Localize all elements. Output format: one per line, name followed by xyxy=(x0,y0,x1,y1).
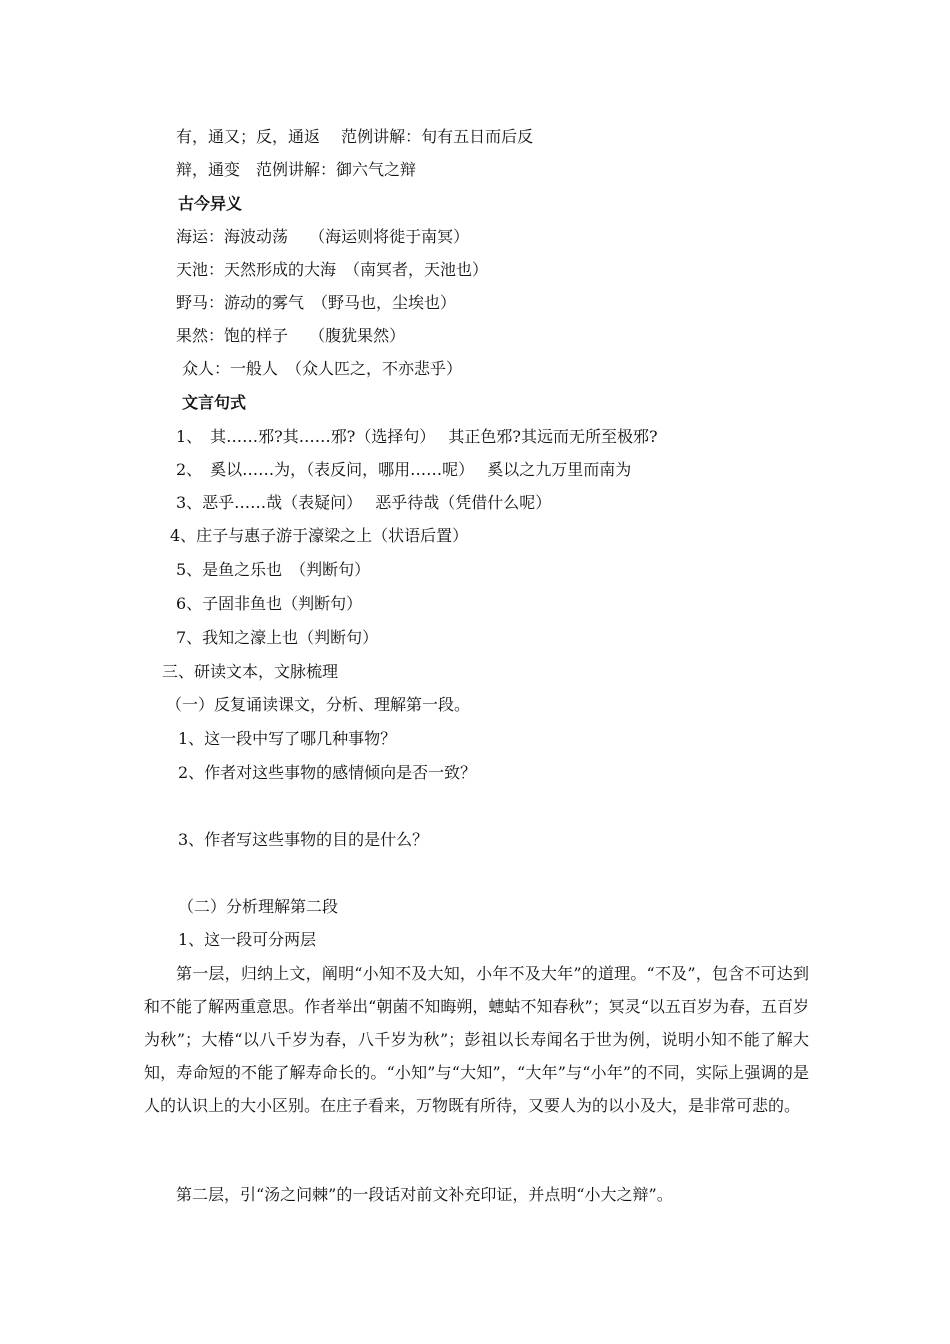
part-1-question-1: 1、这一段中写了哪几种事物？ xyxy=(178,729,397,748)
wenyan-item-1: 1、 其……邪?其……邪?（选择句） 其正色邪?其远而无所至极邪? xyxy=(176,427,658,446)
gujin-item-3: 野马：游动的雾气 （野马也，尘埃也） xyxy=(176,293,457,312)
part-1-title: （一）反复诵读课文，分析、理解第一段。 xyxy=(166,695,471,714)
gujin-item-1: 海运：海波动荡 （海运则将徙于南冥） xyxy=(176,227,470,246)
gujin-item-2: 天池：天然形成的大海 （南冥者，天池也） xyxy=(176,260,489,279)
wenyan-heading: 文言句式 xyxy=(182,393,247,412)
part-2-paragraph-1: 第一层，归纳上文，阐明“小知不及大知，小年不及大年”的道理。“不及”，包含不可达到和不能了解两重意思。作者举出“朝菌不知晦朔，蟪蛄不知春秋”；冥灵“以五百岁为春，五百岁为秋”；大椿“以八千岁为春，八千岁为秋”；彭祖以长寿闻名于世为例，说明小知不能了解大知，寿命短的不能了解寿命长的。“小知”与“大知”，“大年”与“小年”的不同，实际上强调的是人的认识上的大小区别。在庄子看来，万物既有所待，又要人为的以小及大，是非常可悲的。 xyxy=(144,964,809,1115)
part-1-question-3: 3、作者写这些事物的目的是什么？ xyxy=(178,830,429,849)
wenyan-item-4: 4、庄子与惠子游于濠梁之上（状语后置） xyxy=(170,526,469,545)
gujin-heading: 古今异义 xyxy=(178,194,243,213)
gujin-item-4: 果然：饱的样子 （腹犹果然） xyxy=(176,326,406,345)
wenyan-item-7: 7、我知之濠上也（判断句） xyxy=(176,628,379,647)
wenyan-item-3: 3、恶乎……哉（表疑问） 恶乎待哉（凭借什么呢） xyxy=(176,493,552,512)
wenyan-item-5: 5、是鱼之乐也 （判断句） xyxy=(176,560,371,579)
wenyan-item-6: 6、子固非鱼也（判断句） xyxy=(176,594,363,613)
part-2-title: （二）分析理解第二段 xyxy=(178,897,339,916)
part-2-subheading: 1、这一段可分两层 xyxy=(178,930,317,949)
gujin-item-5: 众人：一般人 （众人匹之，不亦悲乎） xyxy=(182,359,463,378)
part-1-question-2: 2、作者对这些事物的感情倾向是否一致？ xyxy=(178,763,477,782)
tongjiazi-line-2: 辩，通变 范例讲解：御六气之辩 xyxy=(176,160,417,179)
wenyan-item-2: 2、 奚以……为，（表反问，哪用……呢） 奚以之九万里而南为 xyxy=(176,460,632,479)
section-3-title: 三、研读文本，文脉梳理 xyxy=(162,662,339,681)
part-2-paragraph-2: 第二层，引“汤之问棘”的一段话对前文补充印证，并点明“小大之辩”。 xyxy=(176,1185,673,1204)
tongjiazi-line-1: 有，通又；反，通返 范例讲解：旬有五日而后反 xyxy=(176,127,534,146)
